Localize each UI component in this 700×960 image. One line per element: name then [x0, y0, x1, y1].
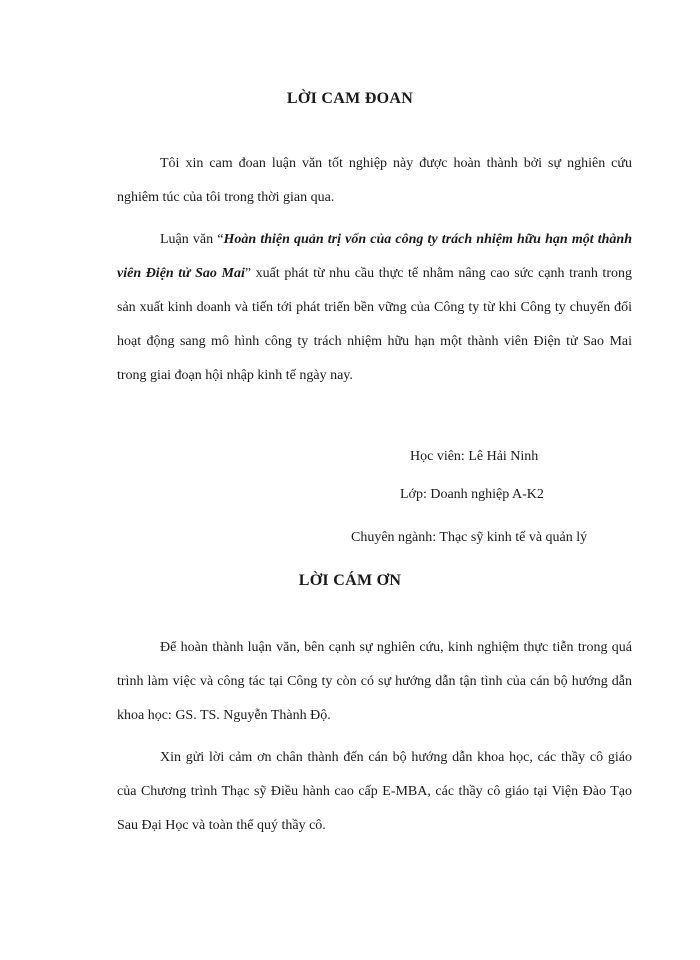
- thesis-title: Hoàn thiện quản trị vốn của công ty trách nhiệm hữu hạn một thành viên Điện tử Sao Mai: [117, 232, 633, 281]
- signature-student: Học viên: Lê Hải Ninh: [410, 449, 539, 464]
- signature-class: Lớp: Doanh nghiệp A-K2: [400, 487, 544, 502]
- acknowledgement-paragraph-2: Xin gửi lời cảm ơn chân thành đến cán bộ hướng dẫn khoa học, các thầy cô giáo của Chương trình Thạc sỹ Điều hành cao cấp E-MBA, các thầy cô giáo tại Viện Đào Tạo Sau Đại Học và toàn thể quý thầy cô.: [117, 750, 632, 833]
- declaration-paragraph-1: Tôi xin cam đoan luận văn tốt nghiệp này được hoàn thành bởi sự nghiên cứu nghiêm túc của tôi trong thời gian qua.: [117, 156, 632, 205]
- signature-major: Chuyên ngành: Thạc sỹ kinh tế và quản lý: [351, 530, 588, 545]
- acknowledgement-paragraph-1: Để hoàn thành luận văn, bên cạnh sự nghiên cứu, kinh nghiệm thực tiễn trong quá trình làm việc và công tác tại Công ty còn có sự hướng dẫn tận tình của cán bộ hướng dẫn khoa học: GS. TS. Nguyễn Thành Độ.: [117, 640, 632, 723]
- declaration-paragraph-2: [117, 223, 632, 393]
- thesis-description-text: ” xuất phát từ nhu cầu thực tế nhằm nâng cao sức cạnh tranh trong sản xuất kinh doanh và tiến tới phát triển bền vững của Công ty từ khi Công ty chuyển đổi hoạt động sang mô hình công ty trách nhiệm hữu hạn một thành viên Điện tử Sao Mai trong giai đoạn hội nhập kinh tế ngày nay.: [117, 266, 632, 383]
- declaration-title: LỜI CAM ĐOAN: [286, 90, 414, 107]
- thesis-intro-text: Luận văn “: [160, 232, 224, 247]
- acknowledgement-title: LỜI CÁM ƠN: [298, 572, 402, 589]
